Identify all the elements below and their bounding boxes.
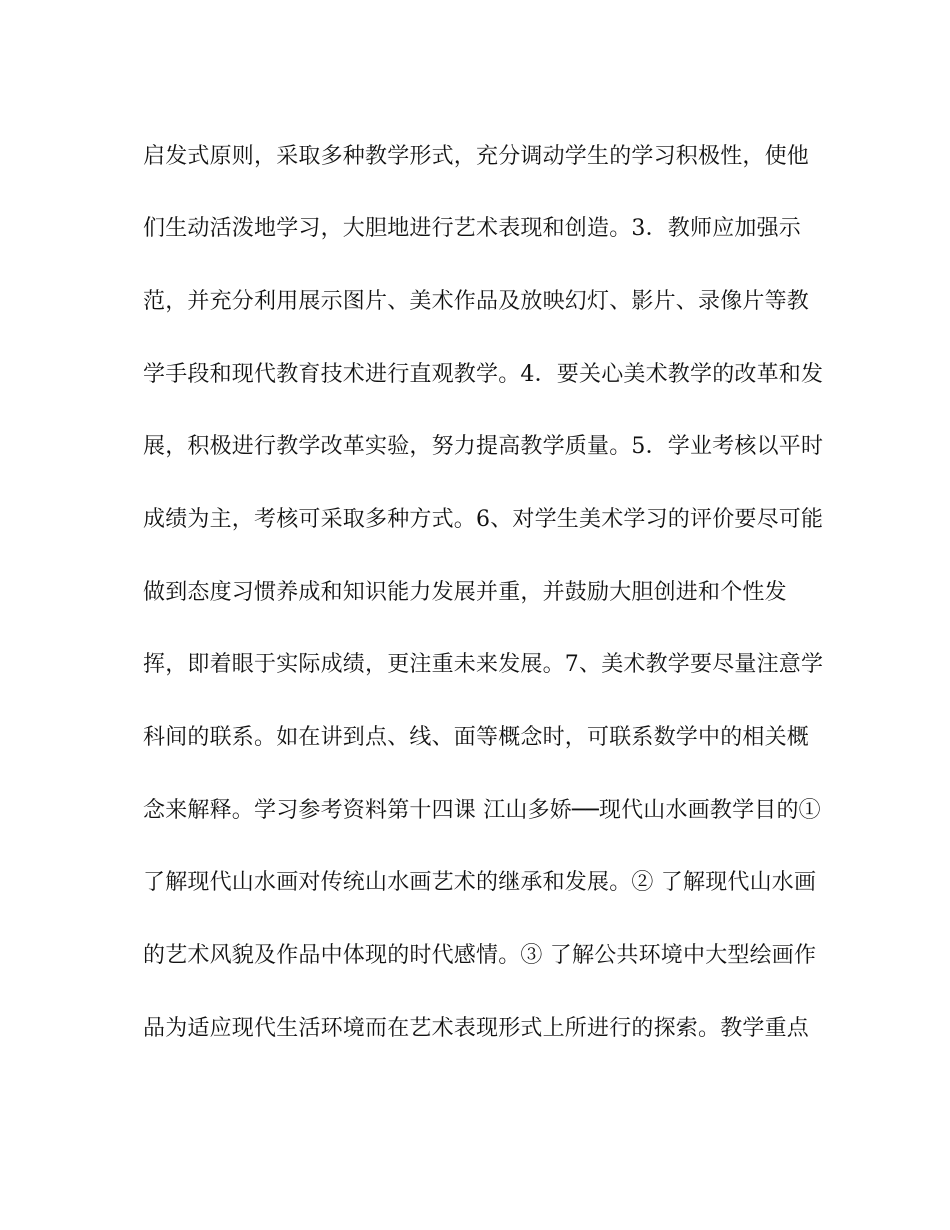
paragraph-line: 了解现代山水画对传统山水画艺术的继承和发展。② 了解现代山水画: [143, 870, 817, 895]
paragraph-line: 念来解释。学习参考资料第十四课 江山多娇──现代山水画教学目的①: [143, 798, 821, 823]
paragraph-line: 的艺术风貌及作品中体现的时代感情。③ 了解公共环境中大型绘画作: [143, 943, 817, 968]
paragraph-line: 挥，即着眼于实际成绩，更注重未来发展。7、美术教学要尽量注意学: [143, 652, 824, 677]
paragraph-line: 成绩为主，考核可采取多种方式。6、对学生美术学习的评价要尽可能: [143, 507, 824, 532]
paragraph-line: 学手段和现代教育技术进行直观教学。4．要关心美术教学的改革和发: [143, 362, 824, 387]
paragraph-line: 展，积极进行教学改革实验，努力提高教学质量。5．学业考核以平时: [143, 434, 824, 459]
paragraph-line: 启发式原则，采取多种教学形式，充分调动学生的学习积极性，使他: [143, 144, 810, 169]
paragraph-line: 品为适应现代生活环境而在艺术表现形式上所进行的探索。教学重点: [143, 1016, 810, 1041]
paragraph-line: 们生动活泼地学习，大胆地进行艺术表现和创造。3．教师应加强示: [143, 216, 801, 241]
paragraph-line: 科间的联系。如在讲到点、线、面等概念时，可联系数学中的相关概: [143, 725, 810, 750]
paragraph-line: 范，并充分利用展示图片、美术作品及放映幻灯、影片、录像片等教: [143, 289, 810, 314]
paragraph-line: 做到态度习惯养成和知识能力发展并重，并鼓励大胆创进和个性发: [143, 580, 787, 605]
